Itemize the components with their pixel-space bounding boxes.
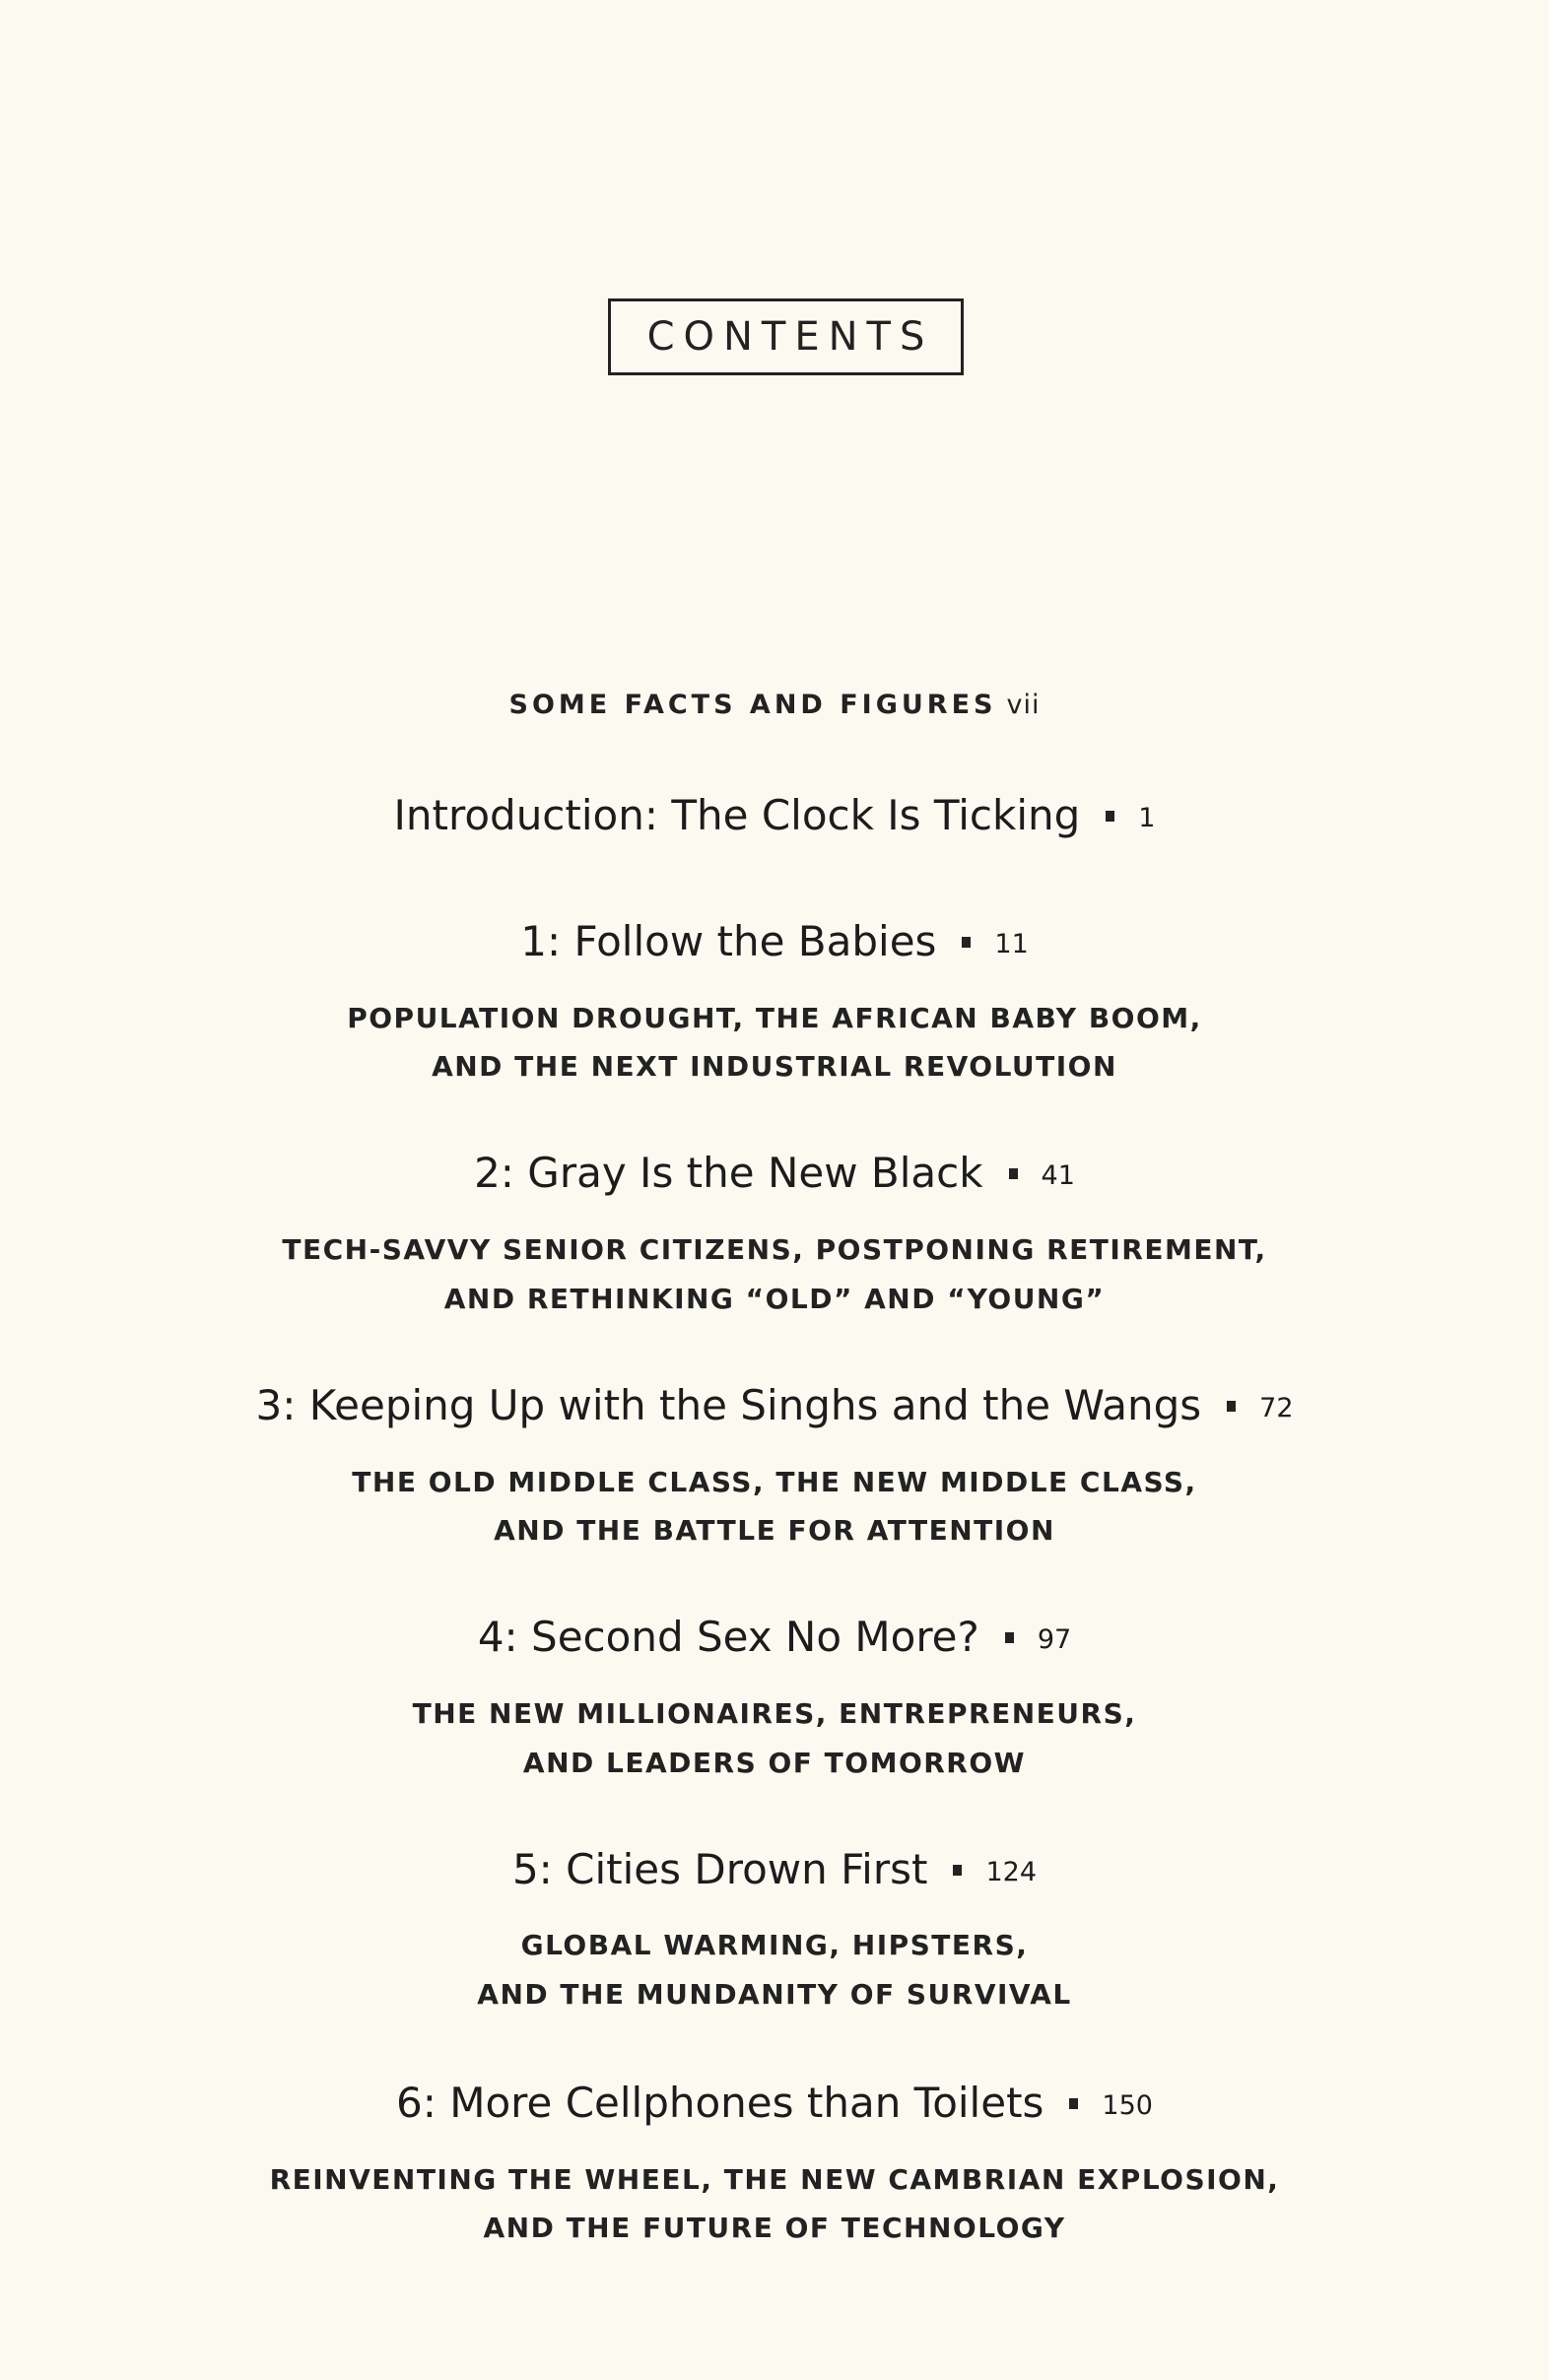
chapter-page: 11 xyxy=(994,929,1029,959)
introduction-page: 1 xyxy=(1138,803,1156,833)
bullet-separator-icon xyxy=(962,937,971,948)
chapter-2-subtitle-line-2: AND RETHINKING “OLD” AND “YOUNG” xyxy=(443,1283,1106,1315)
front-matter-page: vii xyxy=(1006,690,1041,720)
chapter-page: 97 xyxy=(1037,1624,1072,1655)
chapter-1-entry[interactable] xyxy=(0,917,1549,965)
chapter-title: 1: Follow the Babies xyxy=(520,917,937,965)
introduction-title: Introduction: The Clock Is Ticking xyxy=(393,791,1081,839)
chapter-title: 6: More Cellphones than Toilets xyxy=(396,2079,1044,2127)
front-matter-entry[interactable] xyxy=(0,690,1549,720)
chapter-page: 72 xyxy=(1259,1393,1294,1423)
chapter-6-subtitle-line-2: AND THE FUTURE OF TECHNOLOGY xyxy=(483,2212,1066,2244)
chapter-page: 150 xyxy=(1102,2090,1153,2121)
chapter-1-subtitle-line-1: POPULATION DROUGHT, THE AFRICAN BABY BOOM, xyxy=(347,1002,1202,1034)
chapter-page: 124 xyxy=(985,1857,1038,1887)
chapter-5-subtitle-line-1: GLOBAL WARMING, HIPSTERS, xyxy=(520,1929,1029,1961)
chapter-title: 2: Gray Is the New Black xyxy=(474,1149,983,1197)
chapter-title: 3: Keeping Up with the Singhs and the Wangs xyxy=(255,1381,1202,1429)
chapter-4-entry[interactable] xyxy=(0,1613,1549,1661)
front-matter-label: SOME FACTS AND FIGURES xyxy=(508,690,997,720)
chapter-4-subtitle-line-2: AND LEADERS OF TOMORROW xyxy=(522,1747,1027,1779)
chapter-2-subtitle-line-1: TECH-SAVVY SENIOR CITIZENS, POSTPONING RETIREMENT, xyxy=(282,1233,1267,1266)
bullet-separator-icon xyxy=(953,1865,962,1876)
bullet-separator-icon xyxy=(1227,1401,1236,1412)
bullet-separator-icon xyxy=(1069,2098,1078,2109)
chapter-3-subtitle-line-2: AND THE BATTLE FOR ATTENTION xyxy=(494,1514,1055,1547)
chapter-2-entry[interactable] xyxy=(0,1149,1549,1197)
chapter-3-entry[interactable] xyxy=(0,1381,1549,1429)
chapter-6-subtitle-line-1: REINVENTING THE WHEEL, THE NEW CAMBRIAN EXPLOSION, xyxy=(269,2163,1280,2196)
contents-heading-box xyxy=(608,298,964,375)
chapter-5-subtitle-line-2: AND THE MUNDANITY OF SURVIVAL xyxy=(477,1978,1072,2011)
bullet-separator-icon xyxy=(1005,1632,1014,1643)
bullet-separator-icon xyxy=(1009,1168,1018,1179)
chapter-title: 5: Cities Drown First xyxy=(511,1845,928,1893)
chapter-1-subtitle-line-2: AND THE NEXT INDUSTRIAL REVOLUTION xyxy=(432,1050,1117,1083)
chapter-4-subtitle-line-1: THE NEW MILLIONAIRES, ENTREPRENEURS, xyxy=(412,1697,1137,1730)
chapter-title: 4: Second Sex No More? xyxy=(477,1613,979,1661)
introduction-entry[interactable] xyxy=(0,791,1549,839)
bullet-separator-icon xyxy=(1106,811,1114,822)
chapter-3-subtitle-line-1: THE OLD MIDDLE CLASS, THE NEW MIDDLE CLASS, xyxy=(352,1466,1197,1498)
contents-heading: CONTENTS xyxy=(646,314,934,360)
chapter-5-entry[interactable] xyxy=(0,1845,1549,1893)
chapter-page: 41 xyxy=(1041,1160,1075,1191)
chapter-6-entry[interactable] xyxy=(0,2079,1549,2127)
